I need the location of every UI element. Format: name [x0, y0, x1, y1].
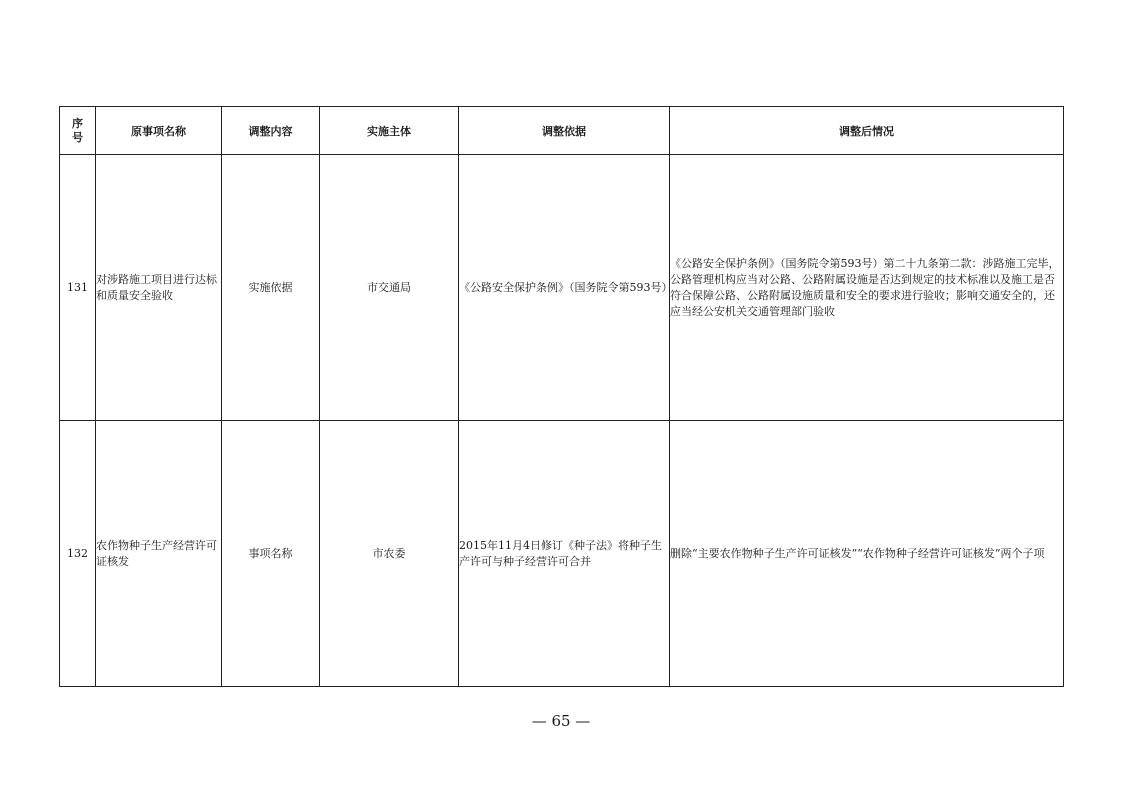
row-basis: 2015年11月4日修订《种子法》将种子生产许可与种子经营许可合并: [459, 421, 670, 687]
header-basis: 调整依据: [459, 107, 670, 155]
row-subject: 市农委: [320, 421, 459, 687]
row-original-name: 农作物种子生产经营许可证核发: [96, 421, 222, 687]
header-subject: 实施主体: [320, 107, 459, 155]
row-result: 《公路安全保护条例》（国务院令第593号）第二十九条第二款：涉路施工完毕，公路管理机构应当对公路、公路附属设施是否达到规定的技术标准以及施工是否符合保障公路、公路附属设施质量和安全的要求进行验收；影响交通安全的，还应当经公安机关交通管理部门验收: [670, 155, 1064, 421]
row-basis: 《公路安全保护条例》（国务院令第593号）: [459, 155, 670, 421]
header-seq-line1: 序: [72, 116, 83, 130]
row-adjustment: 事项名称: [222, 421, 320, 687]
row-number: 131: [60, 155, 96, 421]
header-result: 调整后情况: [670, 107, 1064, 155]
row-number: 132: [60, 421, 96, 687]
header-original-name: 原事项名称: [96, 107, 222, 155]
row-subject: 市交通局: [320, 155, 459, 421]
header-adjustment: 调整内容: [222, 107, 320, 155]
header-seq-line2: 号: [72, 130, 83, 144]
table-row: [60, 155, 1064, 421]
row-adjustment: 实施依据: [222, 155, 320, 421]
row-result: 删除“主要农作物种子生产许可证核发”“农作物种子经营许可证核发”两个子项: [670, 421, 1064, 687]
header-seq: [60, 107, 96, 155]
row-original-name: 对涉路施工项目进行达标和质量安全验收: [96, 155, 222, 421]
table-row: [60, 421, 1064, 687]
page-number: — 65 —: [531, 712, 591, 730]
adjustment-table-container: [59, 106, 1063, 687]
table-header-row: [60, 107, 1064, 155]
adjustment-table: [59, 106, 1064, 687]
